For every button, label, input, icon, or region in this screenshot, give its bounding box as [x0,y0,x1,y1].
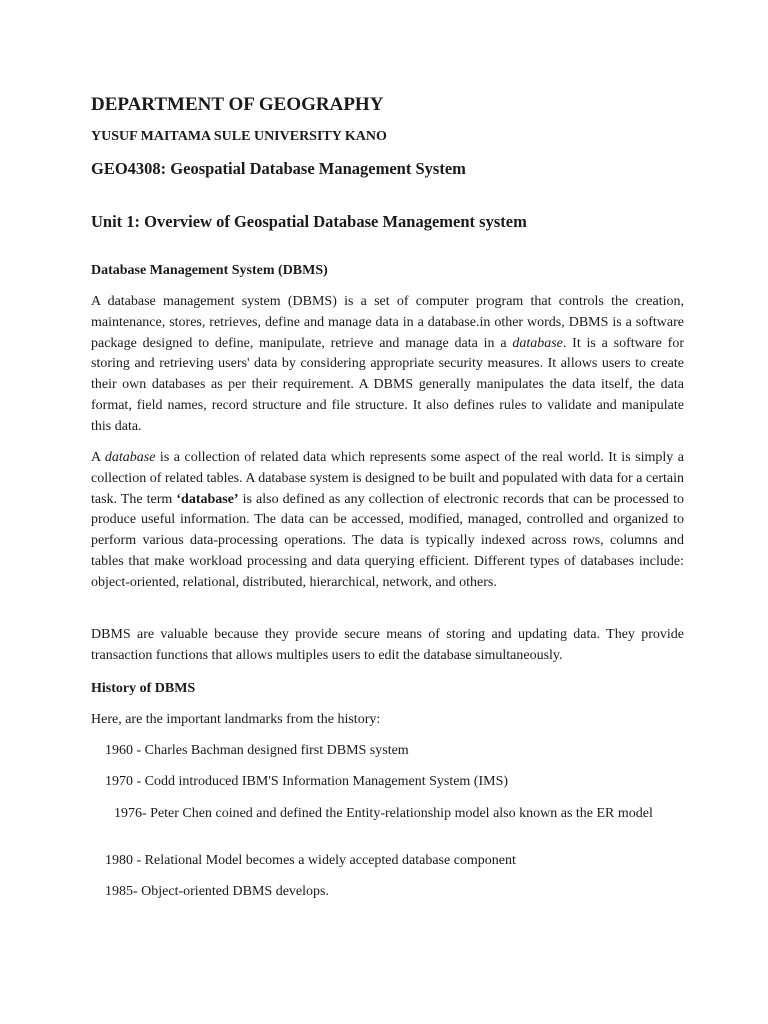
para2-bold-term: ‘database’ [176,491,239,507]
university-heading: YUSUF MAITAMA SULE UNIVERSITY KANO [91,129,387,144]
course-title: GEO4308: Geospatial Database Management System [91,159,466,178]
history-item-1985: 1985- Object-oriented DBMS develops. [105,884,329,899]
history-item-1970: 1970 - Codd introduced IBM'S Information Management System (IMS) [105,774,509,789]
dbms-paragraph-2 [91,448,684,594]
para1-text-a: A database management system (DBMS) is a set of computer program that controls the creation, maintenance, stores, retrieves, define and manage data in a database.in other words, DBMS is a software package designed to define, manipulate, retrieve and manage data in a [91,294,684,351]
para1-text-b: . It is a software for storing and retrieving users' data by considering appropriate security measures. It allows users to create their own databases as per their requirement. A DBMS generally manipulates the data itself, the data format, field names, record structure and file structure. It also defines rules to validate and manipulate this data. [91,335,684,434]
para2-italic-term: database [104,450,156,465]
history-item-1976: 1976- Peter Chen coined and defined the Entity-relationship model also known as the ER model [114,806,653,821]
history-item-1960: 1960 - Charles Bachman designed first DBMS system [105,743,409,758]
history-intro: Here, are the important landmarks from the history: [91,712,381,727]
dbms-section-heading: Database Management System (DBMS) [91,263,328,278]
history-section-heading: History of DBMS [91,681,196,696]
para2-text-a: A [91,450,105,465]
para2-text-c: is also defined as any collection of electronic records that can be processed to produce useful information. The data can be accessed, modified, managed, controlled and organized to perform various data-processing operations. The data is typically indexed across rows, columns and tables that make workload processing and data querying efficient. Different types of databases include: object-oriented, relational, distributed, hierarchical, network, and others. [91,491,684,590]
history-item-1980: 1980 - Relational Model becomes a widely accepted database component [105,853,516,868]
dbms-paragraph-3: DBMS are valuable because they provide secure means of storing and updating data. They provide transaction functions that allows multiples users to edit the database simultaneously. [91,627,684,663]
para1-italic-term: database [512,335,563,351]
dbms-paragraph-1 [91,292,684,438]
unit-title: Unit 1: Overview of Geospatial Database Management system [91,212,527,231]
para2-text-b: is a collection of related data which represents some aspect of the real world. It is simply a collection of related tables. A database system is designed to be built and populated with data for a certain task. The term [91,450,684,507]
department-heading: DEPARTMENT OF GEOGRAPHY [91,94,384,115]
